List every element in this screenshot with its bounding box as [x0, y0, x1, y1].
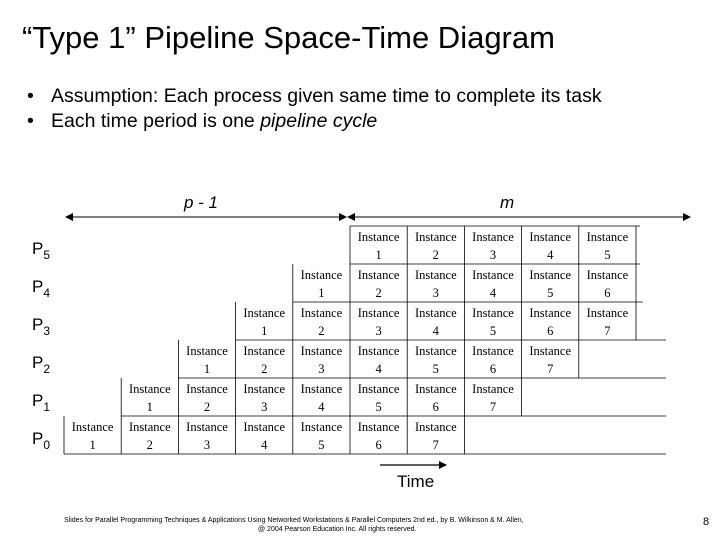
instance-cell: [301, 306, 343, 338]
instance-cell: [472, 382, 514, 414]
instance-cell: [415, 420, 457, 452]
instance-word: Instance: [357, 230, 400, 244]
instance-cell: [301, 382, 343, 414]
instance-cell: [415, 306, 457, 338]
instance-number: 1: [89, 438, 96, 452]
instance-word: Instance: [357, 268, 400, 282]
process-label: $P_2$: [32, 353, 51, 376]
process-subscript: 3: [43, 324, 51, 338]
process-label: $P_0$: [32, 429, 51, 452]
instance-number: 4: [261, 438, 268, 452]
instance-number: 2: [146, 438, 153, 452]
process-label: $P_3$: [32, 315, 51, 338]
instance-cell: [301, 344, 343, 376]
instance-word: Instance: [243, 382, 286, 396]
p-minus-1-label: p - 1: [184, 193, 219, 212]
instance-word: Instance: [414, 420, 457, 434]
instance-number: 3: [318, 362, 325, 376]
bullet-dot: •: [27, 110, 34, 132]
instance-number: 3: [261, 400, 268, 414]
instance-number: 1: [261, 324, 268, 338]
instance-number: 6: [547, 324, 554, 338]
time-label: Time: [397, 472, 435, 491]
process-subscript: 1: [43, 400, 51, 414]
instance-number: 3: [489, 248, 497, 262]
process-label: $P_1$: [32, 391, 51, 414]
instance-number: 1: [203, 362, 211, 376]
page-number: 8: [703, 516, 710, 528]
process-subscript: 4: [43, 286, 51, 300]
bullet-text: Each time period is one: [51, 110, 261, 132]
instance-word: Instance: [414, 230, 457, 244]
instance-number: 6: [432, 400, 439, 414]
instance-number: 5: [375, 400, 382, 414]
instance-number: 5: [432, 362, 439, 376]
process-subscript: 0: [43, 438, 51, 452]
instance-number: 1: [375, 248, 382, 262]
instance-cell: [358, 382, 400, 414]
instance-number: 3: [203, 438, 211, 452]
instance-number: 5: [604, 248, 611, 262]
m-label: m: [500, 193, 515, 212]
instance-cell: [358, 344, 400, 376]
process-label: $P_5$: [32, 239, 51, 262]
instance-cell: [415, 268, 457, 300]
instance-word: Instance: [300, 420, 343, 434]
instance-cell: [587, 306, 629, 338]
instance-word: Instance: [414, 344, 457, 358]
instance-cell: [358, 306, 400, 338]
process-subscript: 5: [43, 248, 51, 262]
instance-cell: [358, 230, 400, 262]
instance-cell: [358, 420, 400, 452]
instance-word: Instance: [586, 230, 629, 244]
instance-number: 2: [375, 286, 382, 300]
instance-word: Instance: [529, 268, 572, 282]
instance-word: Instance: [414, 382, 457, 396]
instance-cell: [243, 382, 285, 414]
instance-word: Instance: [71, 420, 114, 434]
instance-word: Instance: [529, 306, 572, 320]
instance-number: 4: [489, 286, 497, 300]
instance-cell: [415, 344, 457, 376]
instance-cell: [301, 268, 343, 300]
instance-cell: [587, 268, 629, 300]
process-subscript: 2: [43, 362, 51, 376]
instance-word: Instance: [357, 382, 400, 396]
instance-cell: [186, 420, 228, 452]
bullet-item-assumption: [27, 84, 707, 109]
instance-cell: [358, 268, 400, 300]
instance-word: Instance: [186, 382, 228, 396]
instance-word: Instance: [128, 382, 171, 396]
instance-word: Instance: [357, 306, 400, 320]
instance-word: Instance: [357, 344, 400, 358]
instance-number: 4: [318, 400, 325, 414]
instance-cell: [529, 344, 571, 376]
slide-title: “Type 1” Pipeline Space-Time Diagram: [22, 20, 555, 55]
process-labels: [32, 239, 50, 452]
instance-cell: [529, 230, 571, 262]
instance-number: 7: [547, 362, 554, 376]
instance-word: Instance: [472, 306, 514, 320]
instance-word: Instance: [414, 268, 457, 282]
instance-word: Instance: [472, 230, 514, 244]
instance-cell: [129, 382, 171, 414]
instance-number: 5: [318, 438, 325, 452]
instance-word: Instance: [357, 420, 400, 434]
instance-cell: [415, 230, 457, 262]
footer-credit: Slides for Parallel Programming Techniques & Applications Using Networked Workstations & Parallel Computers 2nd ed., by B. Wilkinson & M. Allen,: [64, 517, 524, 524]
instance-cell: [472, 268, 514, 300]
instance-word: Instance: [300, 382, 343, 396]
bullet-dot: •: [27, 85, 34, 107]
instance-number: 6: [489, 362, 497, 376]
instance-number: 6: [375, 438, 382, 452]
instance-word: Instance: [529, 344, 572, 358]
instance-number: 1: [318, 286, 325, 300]
instance-number: 2: [203, 400, 211, 414]
instance-word: Instance: [300, 268, 343, 282]
instance-cell: [529, 268, 571, 300]
instance-word: Instance: [414, 306, 457, 320]
instance-number: 5: [489, 324, 497, 338]
instance-word: Instance: [529, 230, 572, 244]
instance-cell: [472, 306, 514, 338]
space-time-diagram: [0, 185, 720, 495]
instance-cell: [243, 344, 285, 376]
instance-cell: [301, 420, 343, 452]
instance-word: Instance: [243, 306, 286, 320]
instance-number: 7: [432, 438, 439, 452]
instance-number: 2: [432, 248, 439, 262]
instance-grid: [64, 226, 666, 454]
instance-number: 3: [432, 286, 439, 300]
instance-cell: [186, 344, 228, 376]
bullet-text: Assumption: Each process given same time to complete its task: [51, 85, 602, 107]
instance-word: Instance: [300, 306, 343, 320]
instance-number: 2: [261, 362, 268, 376]
bullet-list: [27, 84, 707, 134]
instance-word: Instance: [186, 344, 228, 358]
instance-number: 2: [318, 324, 325, 338]
instance-cell: [587, 230, 629, 262]
instance-number: 5: [547, 286, 554, 300]
instance-number: 4: [547, 248, 554, 262]
bullet-emphasis: pipeline cycle: [260, 110, 378, 132]
instance-cell: [529, 306, 571, 338]
footer-copyright: @ 2004 Pearson Education Inc. All rights reserved.: [258, 526, 417, 533]
instance-word: Instance: [472, 268, 514, 282]
instance-word: Instance: [586, 306, 629, 320]
instance-number: 6: [604, 286, 611, 300]
instance-number: 3: [375, 324, 382, 338]
bullet-item-time-period: [27, 109, 707, 134]
instance-cell: [72, 420, 114, 452]
instance-number: 4: [432, 324, 439, 338]
instance-word: Instance: [472, 382, 514, 396]
instance-number: 7: [604, 324, 611, 338]
instance-word: Instance: [186, 420, 228, 434]
instance-number: 4: [375, 362, 382, 376]
instance-number: 7: [489, 400, 497, 414]
instance-cell: [243, 306, 285, 338]
instance-word: Instance: [300, 344, 343, 358]
instance-cell: [129, 420, 171, 452]
instance-word: Instance: [128, 420, 171, 434]
instance-cell: [472, 344, 514, 376]
instance-cell: [415, 382, 457, 414]
process-label: $P_4$: [32, 277, 51, 300]
instance-word: Instance: [472, 344, 514, 358]
instance-word: Instance: [243, 420, 286, 434]
instance-word: Instance: [243, 344, 286, 358]
instance-number: 1: [146, 400, 153, 414]
instance-cell: [186, 382, 228, 414]
instance-cell: [243, 420, 285, 452]
instance-word: Instance: [586, 268, 629, 282]
instance-cell: [472, 230, 514, 262]
